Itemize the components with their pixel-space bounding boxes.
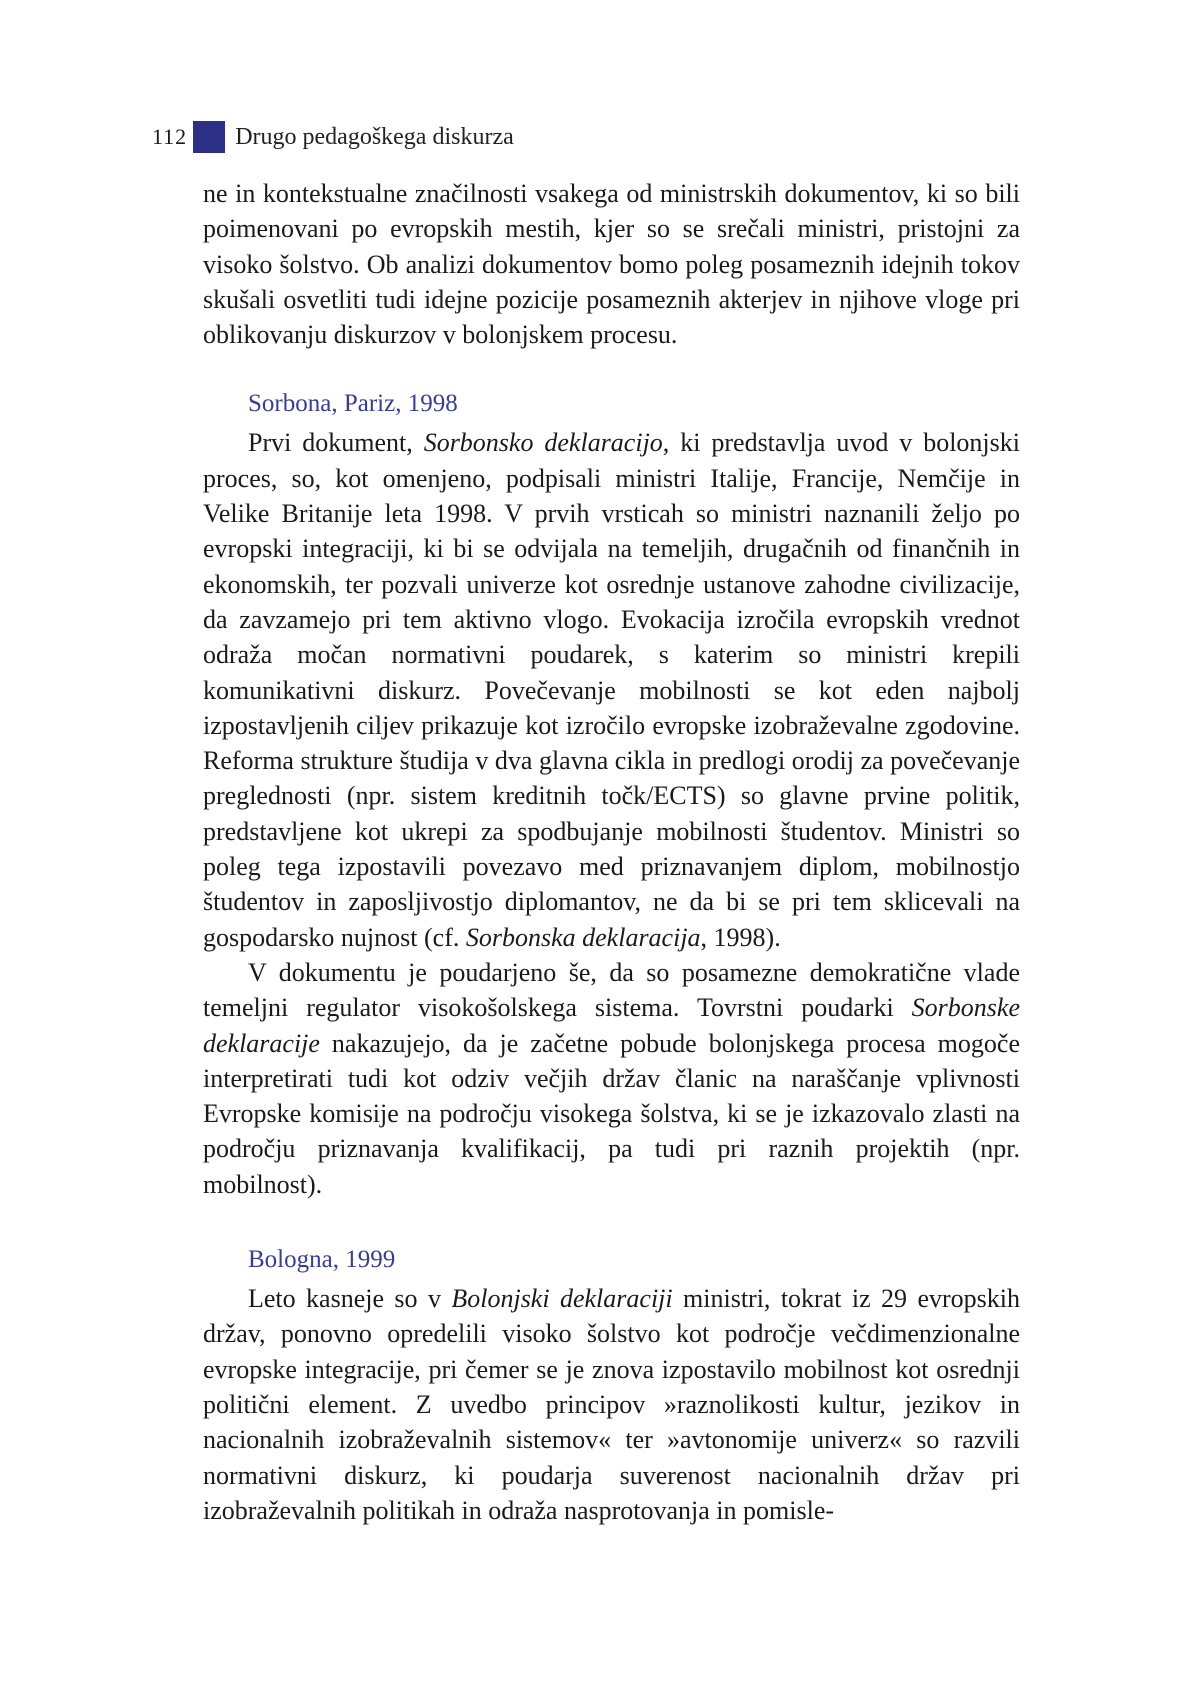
text-run: , ki predstavlja uvod v bolonjski proces, so, kot omenjeno, podpisali ministri Italije, Francije, Nemčije in Velike Britanije leta 1998. V prvih vrsticah so ministri naznanili željo po evropski integraciji, ki bi se odvijala na temeljih, drugačnih od finančnih in ekonomskih, ter pozvali univerze kot osrednje ustanove zahodne civilizacije, da zavzamejo pri tem aktivno vlogo. Evokacija izročila evropskih vrednot odraža močan normativni poudarek, s katerim so ministri krepili komunikativni diskurz. Povečevanje mobilnosti se kot eden najbolj izpostavljenih ciljev prikazuje kot izročilo evropske izobraževalne zgodovine. Reforma strukture študija v dva glavna cikla in predlogi orodij za povečevanje preglednosti (npr. sistem kreditnih točk/ECTS) so glavne prvine politik, predstavljene kot ukrepi za spodbujanje mobilnosti študentov. Ministri so poleg tega izpostavili povezavo med priznavanjem diplom, mobilnostjo študentov in zaposljivostjo diplomantov, ne da bi se pri tem sklicevali na gospodarsko nujnost (cf. bbox=[203, 428, 1020, 952]
page-header bbox=[152, 118, 514, 156]
sorbona-paragraph-1 bbox=[203, 425, 1020, 954]
italic-title: Sorbonske deklaracije bbox=[203, 993, 1020, 1058]
intro-paragraph: ne in kontekstualne značilnosti vsakega od ministrskih dokumentov, ki so bili poimenovani po evropskih mestih, kjer so se srečali ministri, pristojni za visoko šolstvo. Ob analizi dokumentov bomo poleg posameznih idejnih tokov skušali osvetliti tudi idejne pozicije posameznih akterjev in njihove vloge pri oblikovanju diskurzov v bolonjskem procesu. bbox=[203, 179, 1020, 350]
section-heading-bologna: Bologna, 1999 bbox=[248, 1246, 396, 1274]
text-run: ministri, tokrat iz 29 evropskih držav, ponovno opredelili visoko šolstvo kot področje večdimenzionalne evropske integracije, pri čemer se je znova izpostavilo mobilnost kot osrednji politični element. Z uvedbo principov »raznolikosti kultur, jezikov in nacionalnih izobraževalnih sistemov« ter »avtonomije univerz« so razvili normativni diskurz, ki poudarja suverenost nacionalnih držav pri izobraževalnih politikah in odraža nasprotovanja in pomisle- bbox=[203, 1284, 1021, 1525]
sorbona-paragraph-2 bbox=[203, 955, 1020, 1202]
text-run: V dokumentu je poudarjeno še, da so posamezne demokratične vlade temeljni regulator visokošolskega sistema. Tovrstni poudarki bbox=[203, 957, 1020, 1023]
bologna-paragraph-1 bbox=[203, 1281, 1020, 1528]
section-heading-sorbona: Sorbona, Pariz, 1998 bbox=[248, 390, 458, 418]
text-run: , 1998). bbox=[700, 922, 781, 952]
italic-title: Bolonjski deklaraciji bbox=[451, 1284, 673, 1314]
text-run: nakazujejo, da je začetne pobude bolonjskega procesa mogoče interpretirati tudi kot odziv večjih držav članic na naraščanje vplivnosti Evropske komisije na področju visokega šolstva, ki se je izkazovalo zlasti na področju priznavanja kvalifikacij, pa tudi pri raznih projektih (npr. mobilnost). bbox=[203, 1028, 1020, 1199]
page-number: 112 bbox=[152, 124, 188, 149]
italic-title: Sorbonska deklaracija bbox=[465, 922, 701, 952]
page-body bbox=[203, 176, 1020, 1528]
text-run: Prvi dokument, bbox=[248, 428, 424, 458]
text-run: Leto kasneje so v bbox=[248, 1284, 452, 1314]
running-title: Drugo pedagoškega diskurza bbox=[235, 123, 514, 150]
italic-title: Sorbonsko deklaracijo bbox=[423, 428, 663, 458]
blue-square-marker bbox=[193, 121, 225, 153]
